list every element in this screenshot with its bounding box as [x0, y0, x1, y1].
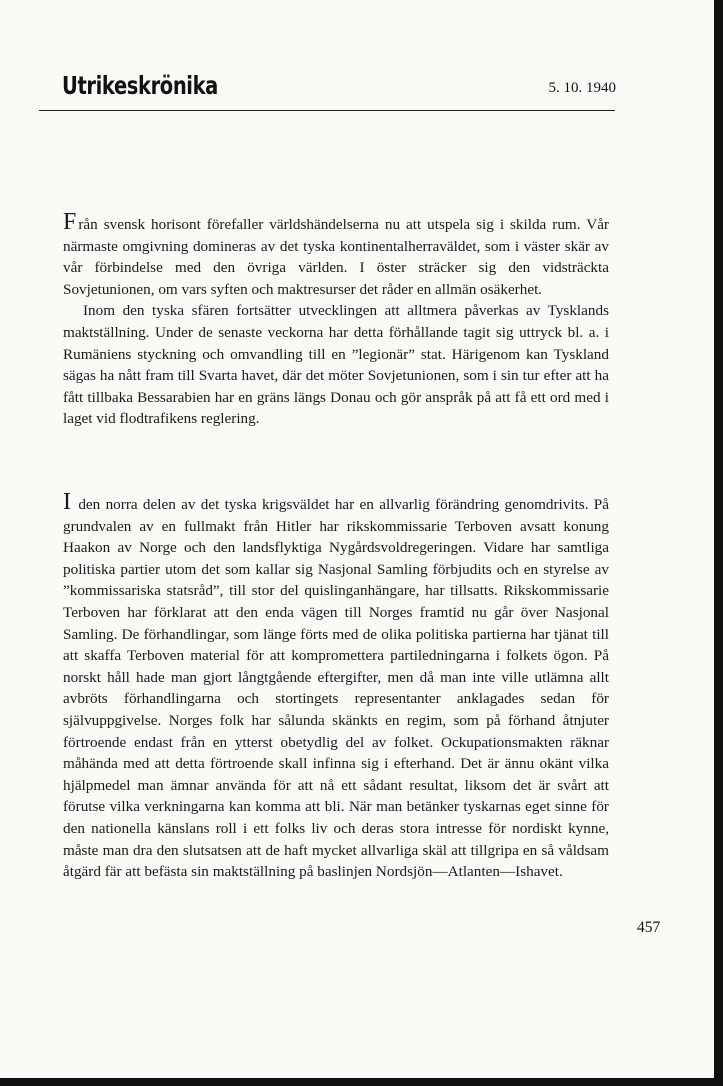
paragraph-text: rån svensk horisont förefaller världshändelserna nu att utspela sig i skilda rum. Vår närmaste omgivning domineras av det tyska kontinentalherraväldet, som i väster skär av vår förbindelse med den övriga världen. I öster sträcker sig den vidsträckta Sovjetunionen, om vars syften och maktresurser det råder en allmän osäkerhet.: [63, 216, 609, 298]
page-header-title: Utrikeskrönika: [62, 71, 218, 100]
article-section-2: [63, 490, 609, 883]
drop-cap-initial: I: [63, 489, 71, 515]
paragraph: [63, 490, 609, 883]
page-number: 457: [637, 919, 661, 936]
paragraph: Inom den tyska sfären fortsätter utvecklingen att alltmera påverkas av Tysklands maktställning. Under de senaste veckorna har detta förhållande tagit sig uttryck bl. a. i Rumäniens styckning och omvandling till en ”legionär” stat. Härigenom kan Tyskland sägas ha nått fram till Svarta havet, där det möter Sovjetunionen, som i sin tur efter att ha fått tillbaka Bessarabien har en gräns längs Donau och gör anspråk på att få ett ord med i laget vid flodtrafikens reglering.: [63, 302, 609, 428]
article-section-1: [63, 210, 609, 430]
page-header-date: 5. 10. 1940: [548, 80, 616, 96]
paragraph-text: den norra delen av det tyska krigsväldet har en allvarlig förändring genomdrivits. På grundvalen av en fullmakt från Hitler har rikskommissarie Terboven avsatt konung Haakon av Norge och den landsflyktiga Nygårdsvoldregeringen. Vidare har samtliga politiska partier utom det som kallar sig Nasjonal Samling förbjudits och en styrelse av ”kommissariska statsråd”, till stor del quislinganhängare, har tillsatts. Rikskommissarie Terboven har förklarat att den enda vägen till Norges framtid nu går över Nasjonal Samling. De förhandlingar, som länge förts med de olika politiska partierna har tjänat till att skaffa Terboven material för att kompromettera partiledningarna i folkets ögon. På norskt håll hade man gjort långtgående eftergifter, men då man inte ville utlämna allt avbröts förhandlingarna och stortingets representanter anklagades sedan för självuppgivelse. Norges folk har sålunda skänkts en regim, som på förhand åtnjuter förtroende endast från en ytterst obetydlig del av folket. Ockupationsmakten räknar måhända med att detta förtroende skall infinna sig i efterhand. Det är ännu okänt vilka hjälpmedel man ämnar använda för att nå ett sådant resultat, liksom det är svårt att förutse vilka verkningarna kan komma att bli. När man betänker tyskarnas eget sinne för den nationella känslans roll i ett folks liv och deras stora intresse för nordiskt kynne, måste man dra den slutsatsen att de haft mycket allvarliga skäl att tillgripa en så våldsam åtgärd fär att befästa sin maktställning på baslinjen Nordsjön—Atlanten—Ishavet.: [63, 496, 609, 881]
paragraph: [63, 210, 609, 300]
drop-cap-initial: F: [63, 209, 77, 235]
header-rule: [39, 110, 615, 111]
